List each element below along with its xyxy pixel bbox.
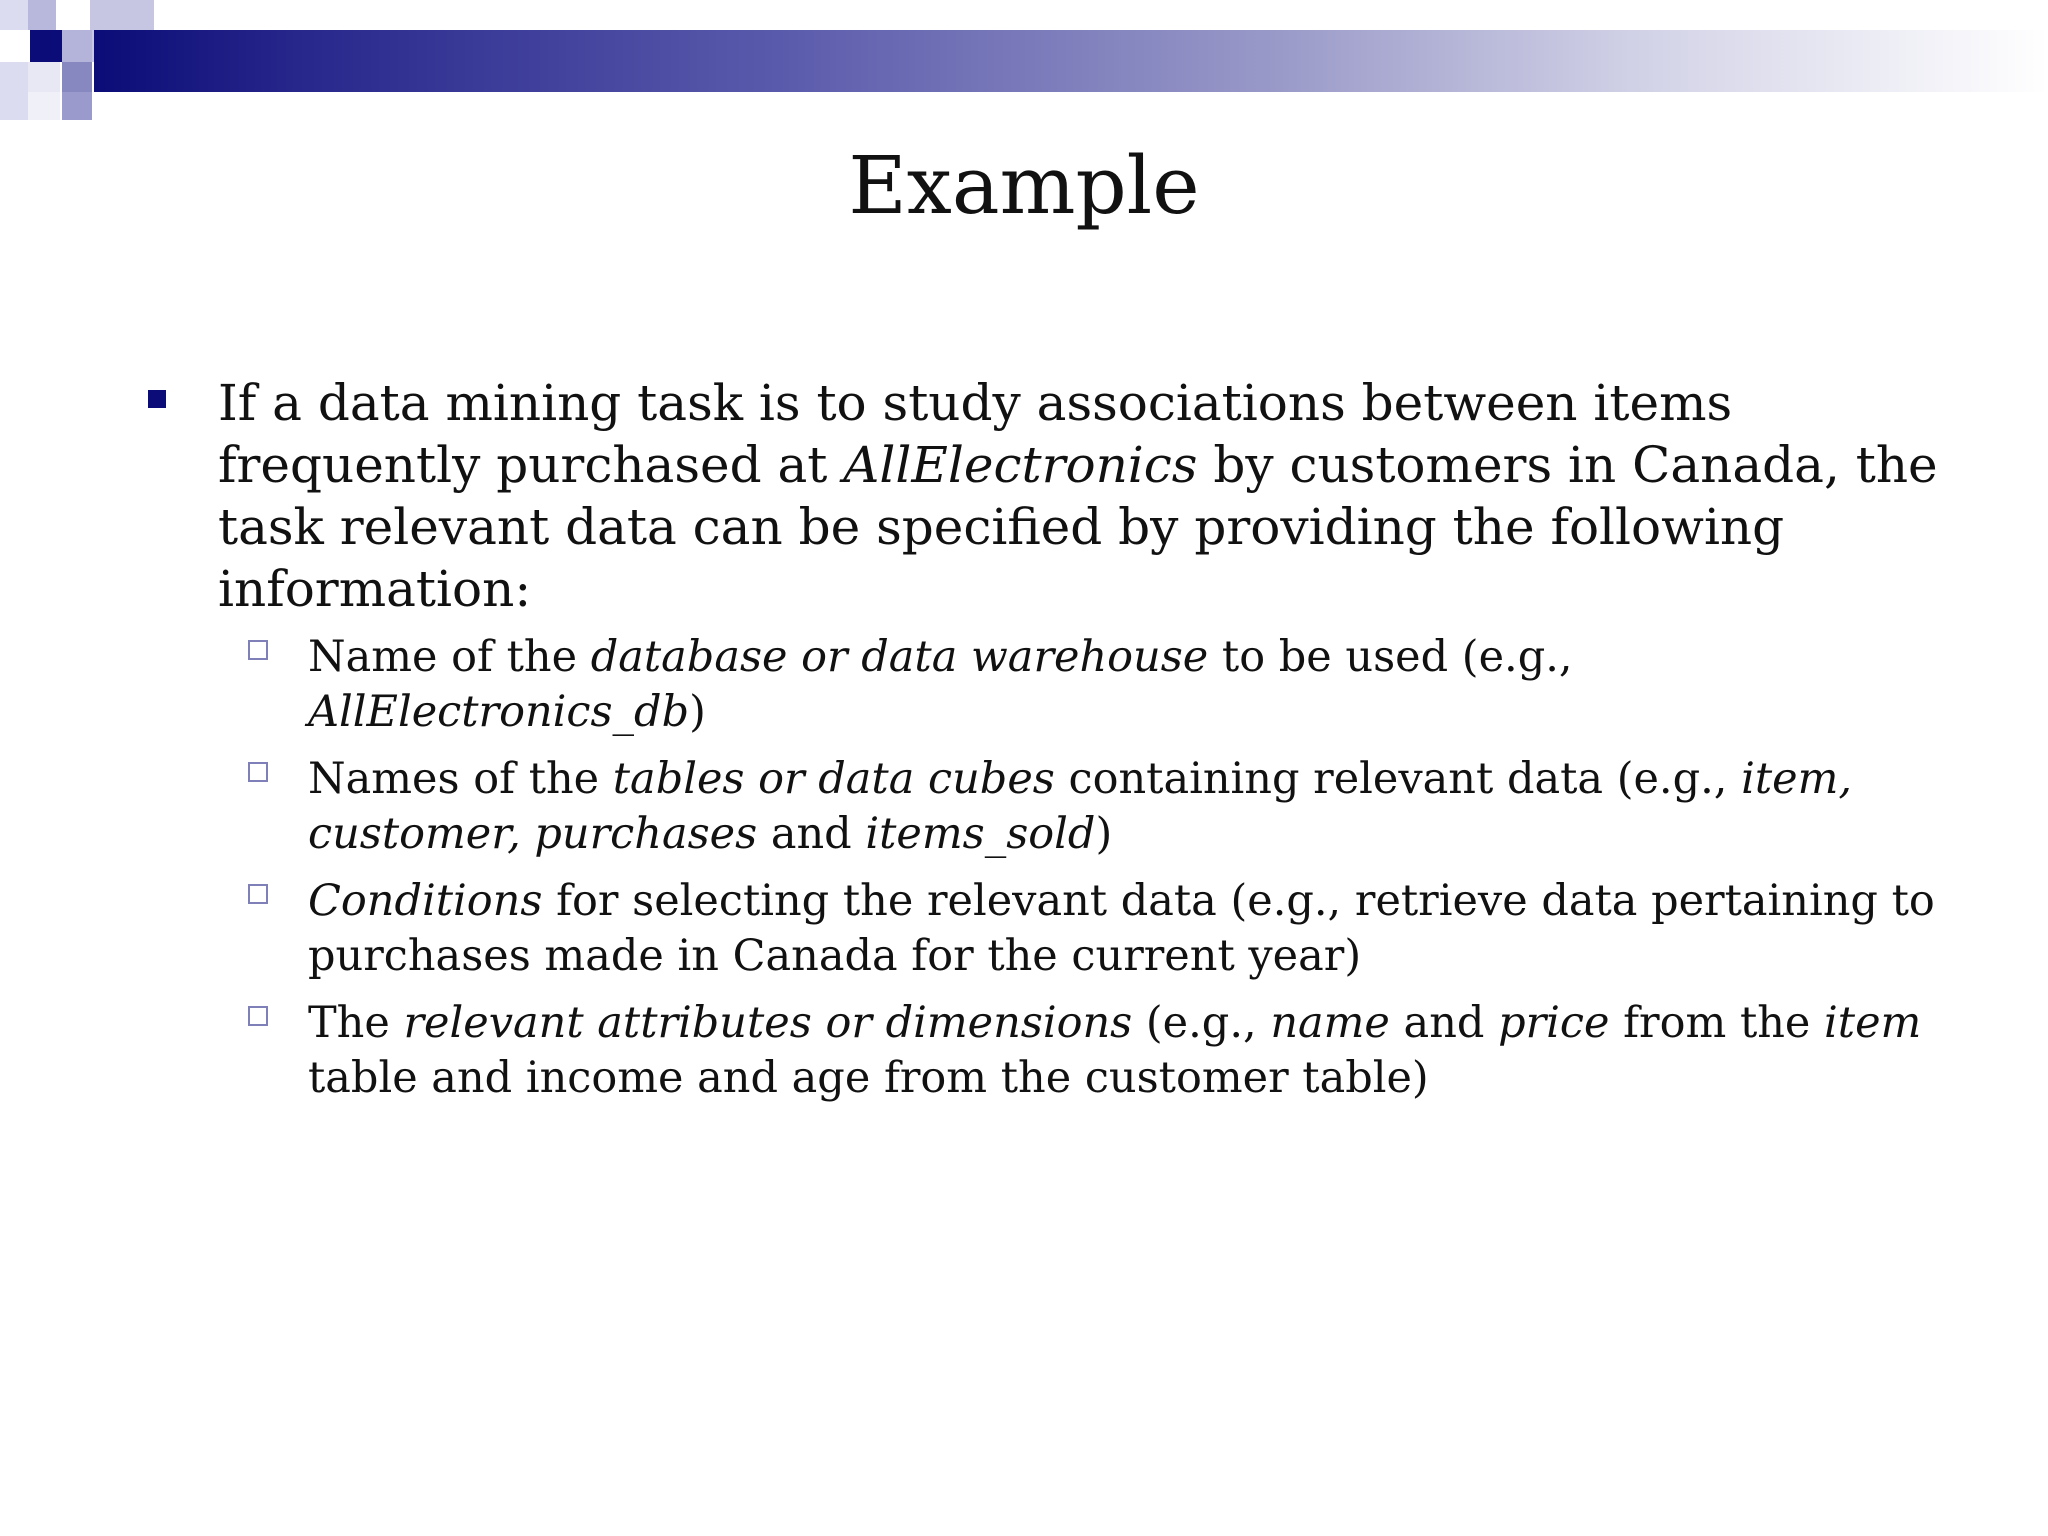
text-run-italic: name	[1270, 998, 1390, 1048]
text-run: )	[1095, 809, 1113, 859]
text-run-italic: item	[1824, 998, 1922, 1048]
decor-square	[30, 30, 62, 62]
text-run: by customers in Canada, the task relevant data can be specified by providing the following information:	[218, 436, 1938, 618]
text-run: )	[689, 687, 706, 737]
text-run-italic: items_sold	[865, 809, 1096, 859]
hollow-square-bullet-icon	[248, 884, 268, 904]
main-bullet-item	[140, 372, 1940, 620]
text-run: and	[757, 809, 866, 859]
decor-square	[62, 30, 92, 62]
text-run: to be used (e.g.,	[1208, 632, 1573, 682]
decor-square	[62, 92, 92, 120]
text-run-italic: database or data warehouse	[590, 632, 1209, 682]
text-run: (e.g.,	[1132, 998, 1271, 1048]
main-bullet-text	[218, 374, 1938, 618]
sub-bullet-item	[140, 874, 1940, 984]
decor-square	[0, 0, 28, 30]
text-run-italic: price	[1498, 998, 1610, 1048]
decor-square	[0, 62, 28, 120]
text-run: and	[1389, 998, 1499, 1048]
square-bullet-icon	[148, 390, 166, 408]
hollow-square-bullet-icon	[248, 1006, 268, 1026]
sub-bullet-item	[140, 996, 1940, 1106]
text-run-italic: relevant attributes or dimensions	[403, 998, 1133, 1048]
text-run-italic: AllElectronics_db	[308, 687, 690, 737]
text-run-italic: tables or data cubes	[612, 754, 1055, 804]
sub-bullet-item	[140, 752, 1940, 862]
text-run: Names of the	[308, 754, 613, 804]
sub-bullet-item	[140, 630, 1940, 740]
decor-square	[28, 62, 60, 92]
text-run: containing relevant data (e.g.,	[1054, 754, 1742, 804]
text-run: table and income and age from the customer table)	[308, 1053, 1429, 1103]
text-run-italic: item, customer, purchases	[308, 754, 1853, 859]
decor-square	[62, 62, 92, 92]
decor-square	[28, 0, 56, 30]
slide-content	[140, 372, 1940, 1118]
text-run: from the	[1609, 998, 1825, 1048]
text-run-italic: AllElectronics	[843, 436, 1198, 494]
header-gradient-bar	[94, 30, 2048, 92]
text-run: The	[308, 998, 404, 1048]
decor-square	[90, 0, 154, 30]
text-run-italic: Conditions	[308, 876, 543, 926]
hollow-square-bullet-icon	[248, 762, 268, 782]
decor-square	[28, 92, 60, 120]
decor-square	[60, 0, 90, 30]
slide-title: Example	[848, 139, 1200, 232]
text-run: Name of the	[308, 632, 591, 682]
hollow-square-bullet-icon	[248, 640, 268, 660]
text-run: for selecting the relevant data (e.g., retrieve data pertaining to purchases made in Canada for the current year)	[308, 876, 1935, 981]
sub-bullet-list	[140, 630, 1940, 1106]
text-run: If a data mining task is to study associations between items frequently purchased at	[218, 374, 1733, 494]
